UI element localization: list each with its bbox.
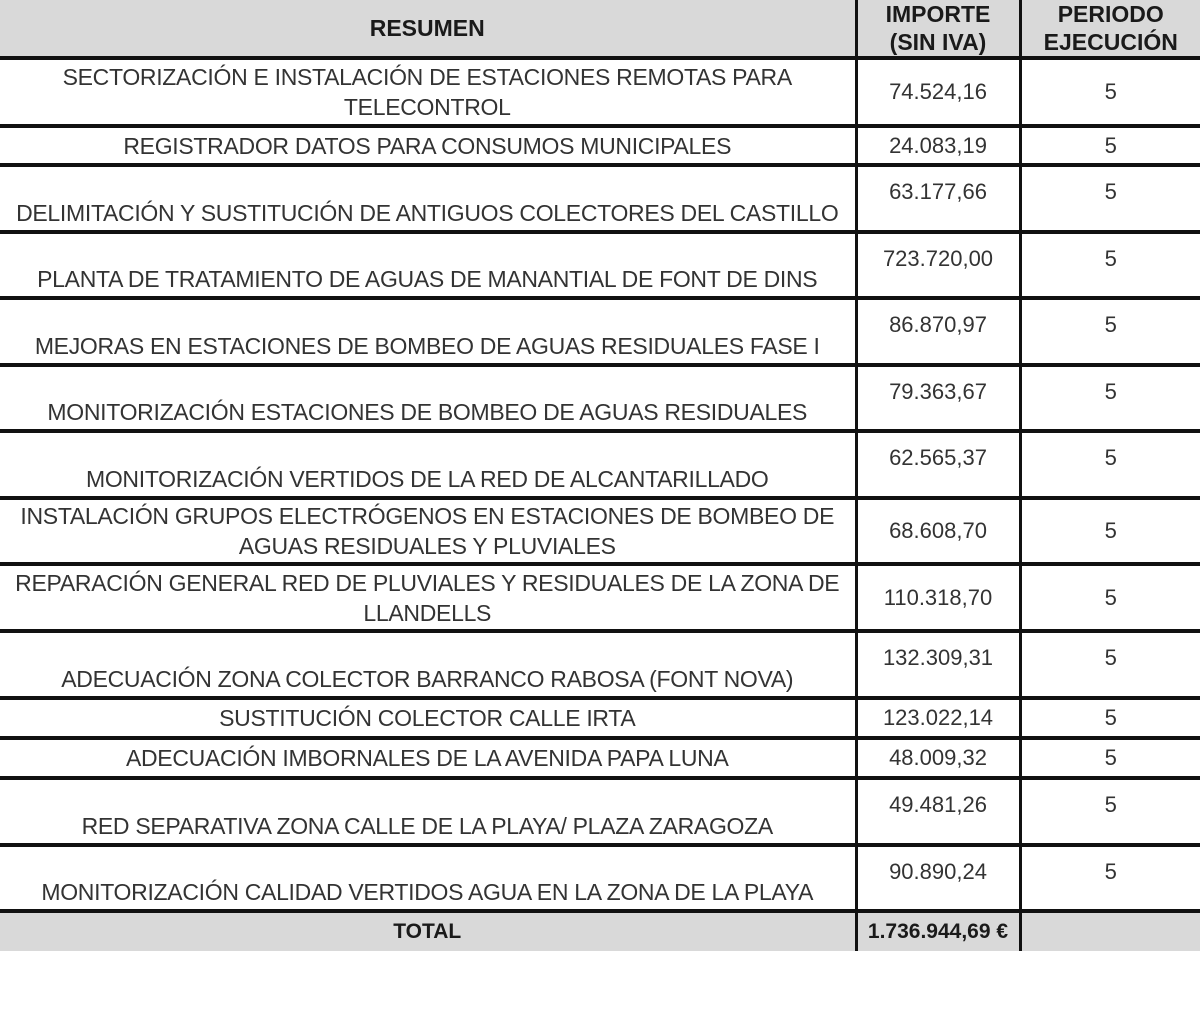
row-periodo: 5 [1020, 126, 1200, 165]
table-row [0, 498, 1200, 564]
table-row [0, 631, 1200, 698]
row-importe: 48.009,32 [856, 738, 1020, 778]
row-periodo: 5 [1020, 778, 1200, 845]
table-row [0, 431, 1200, 498]
row-importe: 62.565,37 [856, 431, 1020, 498]
row-importe: 723.720,00 [856, 232, 1020, 298]
row-importe: 49.481,26 [856, 778, 1020, 845]
row-periodo: 5 [1020, 365, 1200, 431]
row-resumen: INSTALACIÓN GRUPOS ELECTRÓGENOS EN ESTACIONES DE BOMBEO DE AGUAS RESIDUALES Y PLUVIALES [0, 498, 856, 564]
row-importe: 79.363,67 [856, 365, 1020, 431]
header-row [0, 0, 1200, 58]
row-importe: 68.608,70 [856, 498, 1020, 564]
table-row [0, 232, 1200, 298]
total-row [0, 911, 1200, 951]
total-periodo [1020, 911, 1200, 951]
table-row [0, 165, 1200, 232]
row-resumen: MONITORIZACIÓN CALIDAD VERTIDOS AGUA EN LA ZONA DE LA PLAYA [0, 845, 856, 911]
table-row [0, 365, 1200, 431]
row-resumen: MONITORIZACIÓN VERTIDOS DE LA RED DE ALCANTARILLADO [0, 431, 856, 498]
row-importe: 24.083,19 [856, 126, 1020, 165]
row-resumen: PLANTA DE TRATAMIENTO DE AGUAS DE MANANTIAL DE FONT DE DINS [0, 232, 856, 298]
row-periodo: 5 [1020, 564, 1200, 631]
row-periodo: 5 [1020, 298, 1200, 365]
row-resumen: REGISTRADOR DATOS PARA CONSUMOS MUNICIPALES [0, 126, 856, 165]
table-row [0, 845, 1200, 911]
table-row [0, 778, 1200, 845]
row-periodo: 5 [1020, 431, 1200, 498]
row-periodo: 5 [1020, 738, 1200, 778]
row-importe: 123.022,14 [856, 698, 1020, 738]
row-resumen: DELIMITACIÓN Y SUSTITUCIÓN DE ANTIGUOS COLECTORES DEL CASTILLO [0, 165, 856, 232]
total-importe: 1.736.944,69 € [856, 911, 1020, 951]
table-row [0, 698, 1200, 738]
row-importe: 110.318,70 [856, 564, 1020, 631]
table-row [0, 564, 1200, 631]
row-importe: 132.309,31 [856, 631, 1020, 698]
row-periodo: 5 [1020, 58, 1200, 126]
header-importe: IMPORTE (SIN IVA) [856, 0, 1020, 58]
table-row [0, 738, 1200, 778]
row-periodo: 5 [1020, 698, 1200, 738]
row-resumen: RED SEPARATIVA ZONA CALLE DE LA PLAYA/ PLAZA ZARAGOZA [0, 778, 856, 845]
row-importe: 86.870,97 [856, 298, 1020, 365]
total-label: TOTAL [0, 911, 856, 951]
row-resumen: ADECUACIÓN IMBORNALES DE LA AVENIDA PAPA LUNA [0, 738, 856, 778]
row-importe: 90.890,24 [856, 845, 1020, 911]
row-resumen: SECTORIZACIÓN E INSTALACIÓN DE ESTACIONES REMOTAS PARA TELECONTROL [0, 58, 856, 126]
row-resumen: SUSTITUCIÓN COLECTOR CALLE IRTA [0, 698, 856, 738]
header-periodo: PERIODO EJECUCIÓN [1020, 0, 1200, 58]
row-resumen: REPARACIÓN GENERAL RED DE PLUVIALES Y RESIDUALES DE LA ZONA DE LLANDELLS [0, 564, 856, 631]
row-periodo: 5 [1020, 165, 1200, 232]
row-resumen: MEJORAS EN ESTACIONES DE BOMBEO DE AGUAS RESIDUALES FASE I [0, 298, 856, 365]
row-importe: 63.177,66 [856, 165, 1020, 232]
row-periodo: 5 [1020, 845, 1200, 911]
row-resumen: ADECUACIÓN ZONA COLECTOR BARRANCO RABOSA (FONT NOVA) [0, 631, 856, 698]
header-resumen: RESUMEN [0, 0, 856, 58]
row-periodo: 5 [1020, 232, 1200, 298]
table-row [0, 298, 1200, 365]
table-row [0, 126, 1200, 165]
row-periodo: 5 [1020, 498, 1200, 564]
row-importe: 74.524,16 [856, 58, 1020, 126]
row-resumen: MONITORIZACIÓN ESTACIONES DE BOMBEO DE AGUAS RESIDUALES [0, 365, 856, 431]
row-periodo: 5 [1020, 631, 1200, 698]
table-row [0, 58, 1200, 126]
